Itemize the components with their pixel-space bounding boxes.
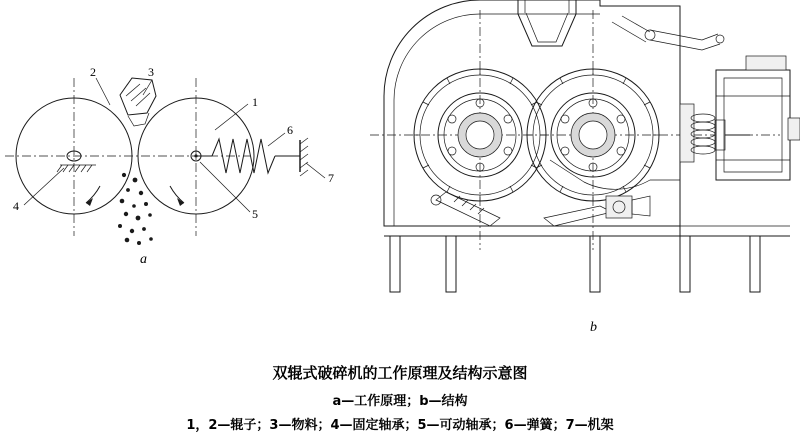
panel-b-letter: b <box>590 320 597 335</box>
callout-a-1: 1 <box>252 95 258 109</box>
panel-a-letter: a <box>140 252 147 267</box>
panel-a-working-principle <box>0 0 360 300</box>
figure-caption-subtitle: a—工作原理；b—结构 <box>332 394 468 409</box>
callout-a-3: 3 <box>148 65 154 79</box>
panel-b-drawing <box>350 0 800 345</box>
panel-a-drawing <box>0 0 360 300</box>
panel-b-structure <box>350 0 800 345</box>
callout-a-7: 7 <box>328 171 334 185</box>
figure-caption-title: 双辊式破碎机的工作原理及结构示意图 <box>272 364 528 382</box>
callout-a-5: 5 <box>252 207 258 221</box>
callout-a-2: 2 <box>90 65 96 79</box>
figure-caption-legend: 1，2—辊子；3—物料；4—固定轴承；5—可动轴承；6—弹簧；7—机架 <box>186 418 614 433</box>
callout-a-6: 6 <box>287 123 293 137</box>
callout-a-4: 4 <box>13 199 19 213</box>
